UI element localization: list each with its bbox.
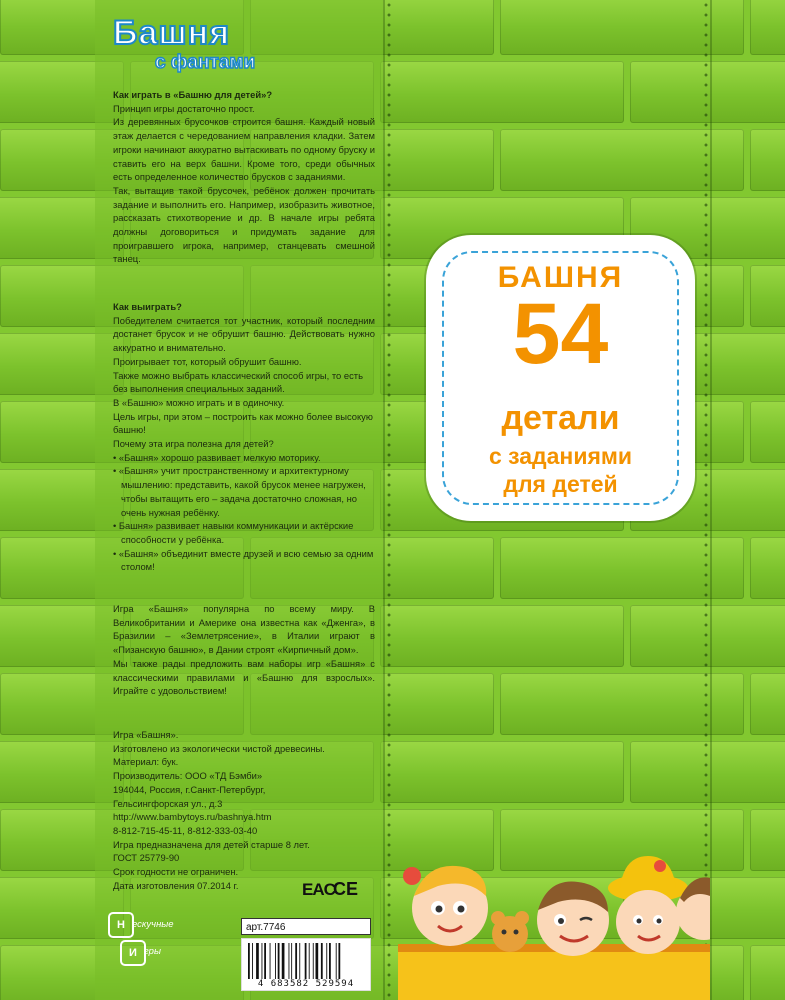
- paragraph: В «Башню» можно играть и в одиночку.: [113, 396, 285, 408]
- barcode-bar: [326, 943, 327, 979]
- paragraph: Победителем считается тот участник, который последним достанет брусок и не обрушит башню. Действовать нужно аккуратно и внимательно.: [113, 314, 375, 354]
- barcode-bar: [270, 943, 271, 979]
- barcode-bar: [338, 943, 340, 979]
- table-edge: [398, 950, 710, 1000]
- toy-dog: [491, 911, 529, 952]
- logo-word: гры: [144, 946, 161, 957]
- benefit-text: Башня» развивает навыки коммуникации и актёрские способности у ребёнка.: [118, 520, 354, 545]
- kid-face: [537, 882, 609, 956]
- barcode-bar: [248, 943, 250, 979]
- logo-subtitle: с фантами: [155, 52, 256, 73]
- wood-block: [380, 61, 624, 123]
- heading-how-to-play: Как играть в «Башню для детей»?: [113, 89, 273, 100]
- info-line: Изготовлено из экологически чистой древесины.: [113, 742, 325, 754]
- benefit-item: • «Башня» учит пространственному и архитектурному мышлению: представить, какой брусок менее нагружен, чтобы вытащить его – задача достаточно сложная, но очень нужная ребёнку.: [113, 465, 366, 518]
- barcode-bar: [262, 943, 263, 979]
- paragraph: Игра «Башня» популярна по всему миру. В Великобритании и Америке она известна как «Дженга», в Бразилии – «Землетрясение», в Италии играют в «Пизанскую башню», в Дании строят «Кирпичный дом».: [113, 603, 375, 656]
- barcode-bar: [313, 943, 314, 979]
- logo-hex-letter: И: [120, 940, 146, 966]
- paragraph: Проигрывает тот, который обрушит башню.: [113, 355, 302, 367]
- benefit-item: • Башня» развивает навыки коммуникации и актёрские способности у ребёнка.: [113, 520, 354, 545]
- kid-face: [403, 866, 488, 946]
- barcode-bars: [248, 943, 364, 979]
- info-line: Материал: бук.: [113, 756, 179, 768]
- wood-block: [750, 401, 785, 463]
- wood-block: [750, 673, 785, 735]
- barcode-bar: [299, 943, 300, 979]
- badge-tasks-label: с заданиями: [488, 443, 633, 469]
- paragraph: Принцип игры достаточно прост.: [113, 102, 255, 114]
- popularity-text: [113, 602, 375, 698]
- paragraph: Из деревянных брусочков строится башня. Каждый новый этаж делается с чередованием направления кладки. Затем игроки начинают аккуратно вытаскивать по одному бруску и ставить его на верх башни. Кроме того, среди обычных есть определенное количество брусков с заданиями.: [113, 116, 375, 183]
- wood-block: [750, 265, 785, 327]
- info-line: Игра предназначена для детей старше 8 лет.: [113, 838, 310, 850]
- heading-how-to-win: Как выиграть?: [113, 301, 182, 312]
- info-line: Производитель: ООО «ТД Бэмби»: [113, 770, 263, 782]
- logo-hex-letter: Н: [108, 912, 134, 938]
- info-line: Срок годности не ограничен.: [113, 866, 239, 878]
- info-line: Гельсингфорская ул., д.3: [113, 797, 223, 809]
- ce-mark: CE: [333, 879, 359, 899]
- badge-number: 54: [512, 286, 609, 382]
- barcode-bar: [316, 943, 319, 979]
- perforation: [386, 0, 392, 1000]
- badge-pieces-label: детали: [501, 399, 620, 437]
- wood-block: [750, 537, 785, 599]
- wood-block: [750, 809, 785, 871]
- win-text: [113, 300, 375, 574]
- paragraph: Цель игры, при этом – построить как можно более высокую башню!: [113, 410, 373, 436]
- info-line: 194044, Россия, г.Санкт-Петербург,: [113, 783, 266, 795]
- benefit-text: «Башня» учит пространственному и архитектурному мышлению: представить, какой брусок менее нагружен, чтобы вытащить его – задача достаточно сложная, но очень нужная ребёнку.: [118, 465, 366, 518]
- manufacturer-logo: [108, 912, 188, 972]
- barcode-bar: [282, 943, 285, 979]
- barcode-bar: [289, 943, 290, 979]
- barcode: [241, 938, 371, 991]
- barcode-bar: [278, 943, 280, 979]
- benefit-text: «Башня» хорошо развивает мелкую моторику.: [118, 451, 321, 463]
- barcode-bar: [264, 943, 266, 979]
- barcode-number: 4 683582 529594: [257, 979, 355, 989]
- paragraph: Мы также рады предложить вам наборы игр «Башня» с классическими правилами и «Башню для взрослых». Играйте с удовольствием!: [113, 657, 375, 697]
- article-number: арт.7746: [241, 918, 371, 935]
- barcode-bar: [329, 943, 331, 979]
- barcode-bar: [295, 943, 297, 979]
- wood-block: [750, 129, 785, 191]
- badge-kids-label: для детей: [503, 471, 618, 497]
- barcode-bar: [252, 943, 253, 979]
- info-line: 8-812-715-45-11, 8-812-333-03-40: [113, 824, 258, 836]
- barcode-bar: [256, 943, 259, 979]
- wood-block: [380, 741, 624, 803]
- barcode-bar: [275, 943, 276, 979]
- rules-text: [113, 88, 375, 266]
- eac-mark: EAC: [302, 880, 335, 899]
- wood-block: [750, 0, 785, 55]
- paragraph: Так, вытащив такой брусочек, ребёнок должен прочитать задание и выполнить его. Например, изобразить животное, рассказать стихотворение и др. В начале игры ребята должны договориться и придумать задание для проигравшего игрока, например, станцевать смешной танец.: [113, 184, 375, 265]
- logo-title: Башня: [113, 14, 231, 52]
- paragraph: Почему эта игра полезна для детей?: [113, 438, 274, 450]
- pieces-badge: [433, 242, 688, 514]
- fold-line: [710, 0, 712, 1000]
- wood-block: [380, 605, 624, 667]
- wood-block: [750, 945, 785, 1000]
- kid-face: [608, 856, 688, 954]
- badge-title: БАШНЯ: [497, 261, 624, 294]
- barcode-bar: [336, 943, 337, 979]
- info-line: ГОСТ 25779-90: [113, 852, 180, 864]
- kids-illustration: [398, 838, 710, 1000]
- benefit-text: «Башня» объединит вместе друзей и всю семью за одним столом!: [118, 547, 374, 573]
- fold-line: [383, 0, 385, 1000]
- info-line: Игра «Башня».: [113, 729, 179, 740]
- info-line: Дата изготовления 07.2014 г.: [113, 879, 239, 891]
- paragraph: Также можно выбрать классический способ игры, то есть без выполнения специальных заданий.: [113, 369, 363, 395]
- barcode-bar: [309, 943, 310, 979]
- logo-word: ескучные: [132, 919, 174, 930]
- barcode-bar: [291, 943, 292, 979]
- barcode-bar: [321, 943, 323, 979]
- product-info: [113, 728, 375, 892]
- barcode-bar: [305, 943, 307, 979]
- info-line: http://www.bambytoys.ru/bashnya.htm: [113, 811, 272, 823]
- benefit-item: • «Башня» хорошо развивает мелкую моторику.: [113, 451, 321, 463]
- benefit-item: • «Башня» объединит вместе друзей и всю семью за одним столом!: [113, 547, 374, 573]
